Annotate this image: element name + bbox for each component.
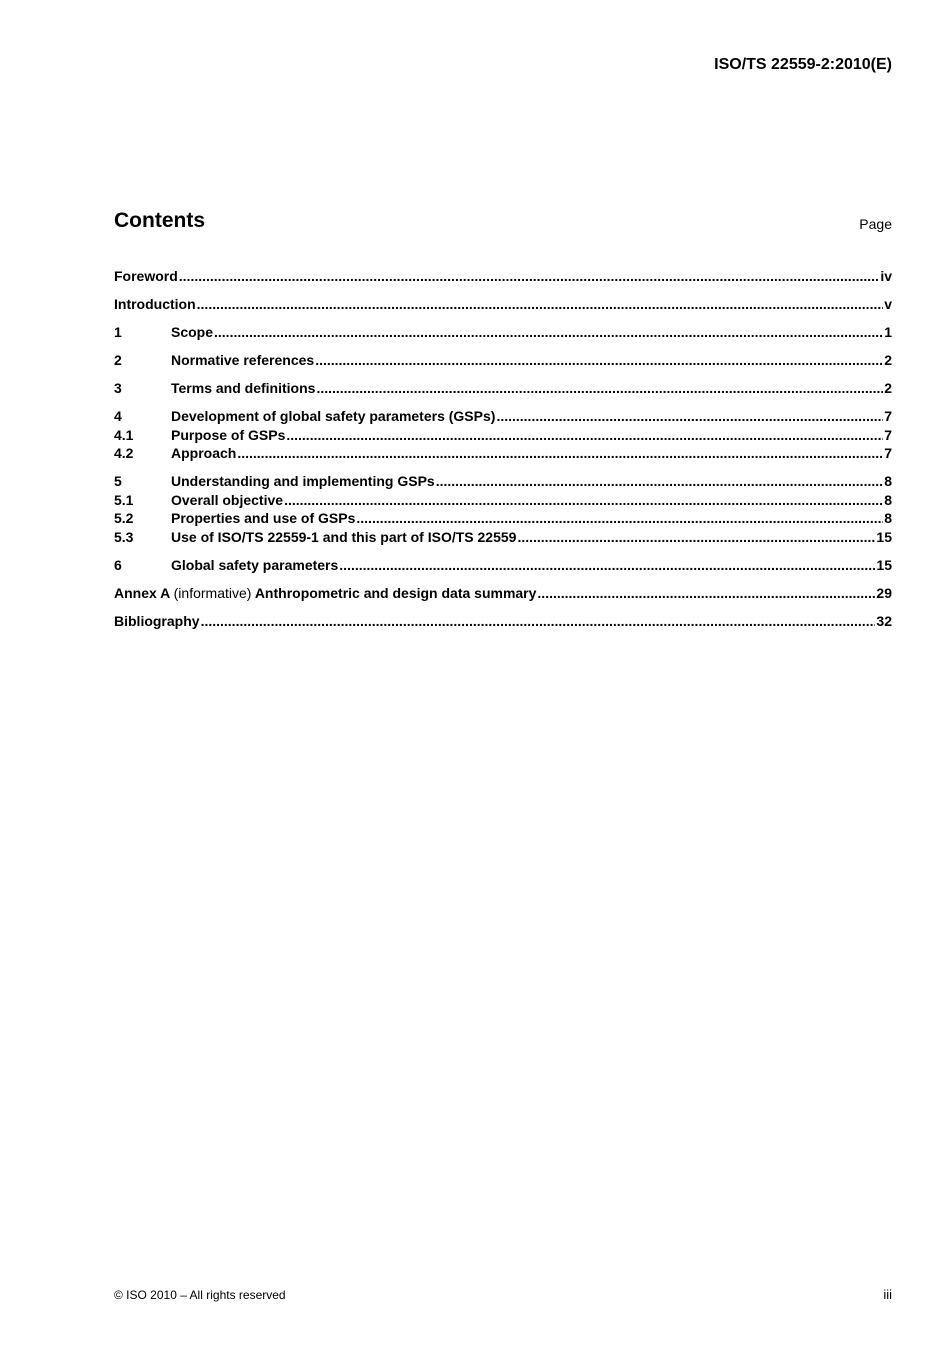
toc-entry-page: 7 (884, 426, 892, 443)
copyright-notice: © ISO 2010 – All rights reserved (114, 1288, 286, 1302)
toc-entry-number: 4 (114, 408, 122, 424)
toc-entry-title: Terms and definitions (171, 380, 316, 396)
toc-entry-title: Development of global safety parameters (GSPs) (171, 408, 496, 424)
toc-entry-title: Global safety parameters (171, 556, 339, 573)
toc-entry-number: 5 (114, 473, 122, 489)
page-number: iii (883, 1287, 892, 1302)
toc-entry-page: 8 (884, 491, 892, 508)
toc-entry-title: Approach (171, 445, 237, 461)
toc-entry-number: 5.2 (114, 510, 134, 526)
toc-entry-annex-a[interactable] (114, 584, 892, 603)
toc-entry-number: 1 (114, 324, 122, 340)
annex-title: Anthropometric and design data summary (254, 584, 537, 601)
toc-entry-page: 2 (884, 380, 892, 396)
toc-entry-page: 7 (884, 408, 892, 424)
toc-dot-leader (237, 444, 883, 463)
toc-entry-development-of-gsps[interactable] (114, 407, 892, 426)
toc-entry-purpose-of-gsps[interactable] (114, 426, 892, 445)
toc-entry-title: Introduction (114, 296, 196, 312)
toc-entry-title: Bibliography (114, 612, 200, 629)
toc-dot-leader (316, 379, 883, 398)
toc-entry-title: Normative references (171, 352, 315, 368)
toc-dot-leader (214, 323, 883, 342)
toc-entry-page: 8 (884, 473, 892, 489)
toc-entry-page: 1 (884, 324, 892, 340)
toc-entry-number: 2 (114, 352, 122, 368)
toc-entry-page: iv (880, 268, 892, 284)
toc-entry-page: 8 (884, 510, 892, 526)
toc-entry-number: 3 (114, 380, 122, 396)
toc-dot-leader (537, 584, 875, 603)
contents-heading: Contents (114, 209, 205, 232)
toc-entry-number: 5.3 (114, 528, 134, 545)
toc-entry-number: 6 (114, 556, 122, 573)
toc-entry-page: 2 (884, 352, 892, 368)
toc-entry-introduction[interactable] (114, 295, 892, 314)
toc-dot-leader (496, 407, 883, 426)
toc-dot-leader (315, 351, 883, 370)
table-of-contents (114, 267, 892, 630)
toc-entry-number: 4.1 (114, 426, 134, 443)
toc-entry-global-safety-parameters[interactable] (114, 556, 892, 575)
toc-entry-page: v (884, 296, 892, 312)
annex-prefix: Annex A (114, 584, 170, 601)
toc-entry-title (114, 584, 536, 603)
toc-entry-title: Use of ISO/TS 22559-1 and this part of ISO/TS 22559 (171, 528, 517, 545)
toc-dot-leader (286, 426, 883, 445)
toc-dot-leader (356, 509, 883, 528)
toc-entry-title: Scope (171, 324, 214, 340)
toc-entry-bibliography[interactable] (114, 612, 892, 631)
toc-entry-overall-objective[interactable] (114, 491, 892, 510)
page-column-label: Page (859, 216, 892, 232)
toc-entry-title: Understanding and implementing GSPs (171, 473, 435, 489)
toc-entry-number: 4.2 (114, 445, 134, 461)
toc-entry-page: 15 (876, 556, 892, 573)
toc-entry-title: Properties and use of GSPs (171, 510, 356, 526)
toc-entry-number: 5.1 (114, 491, 134, 508)
toc-entry-page: 7 (884, 445, 892, 461)
toc-dot-leader (436, 472, 884, 491)
toc-entry-approach[interactable] (114, 444, 892, 463)
toc-dot-leader (339, 556, 875, 575)
annex-qualifier: (informative) (173, 584, 252, 601)
toc-entry-page: 32 (876, 612, 892, 629)
document-id: ISO/TS 22559-2:2010(E) (714, 56, 892, 73)
toc-entry-page: 15 (876, 528, 892, 545)
toc-entry-foreword[interactable] (114, 267, 892, 286)
toc-entry-title: Overall objective (171, 491, 284, 508)
toc-dot-leader (517, 528, 875, 547)
toc-entry-page: 29 (876, 584, 892, 601)
toc-dot-leader (197, 295, 884, 314)
toc-dot-leader (179, 267, 880, 286)
toc-entry-title: Purpose of GSPs (171, 426, 286, 443)
toc-entry-title: Foreword (114, 268, 178, 284)
toc-entry-use-of-iso-ts-22559[interactable] (114, 528, 892, 547)
toc-entry-normative-references[interactable] (114, 351, 892, 370)
toc-entry-properties-and-use-of-gsps[interactable] (114, 509, 892, 528)
toc-dot-leader (284, 491, 883, 510)
toc-dot-leader (201, 612, 876, 631)
toc-entry-terms-and-definitions[interactable] (114, 379, 892, 398)
toc-entry-scope[interactable] (114, 323, 892, 342)
toc-entry-understanding-and-implementing-gsps[interactable] (114, 472, 892, 491)
